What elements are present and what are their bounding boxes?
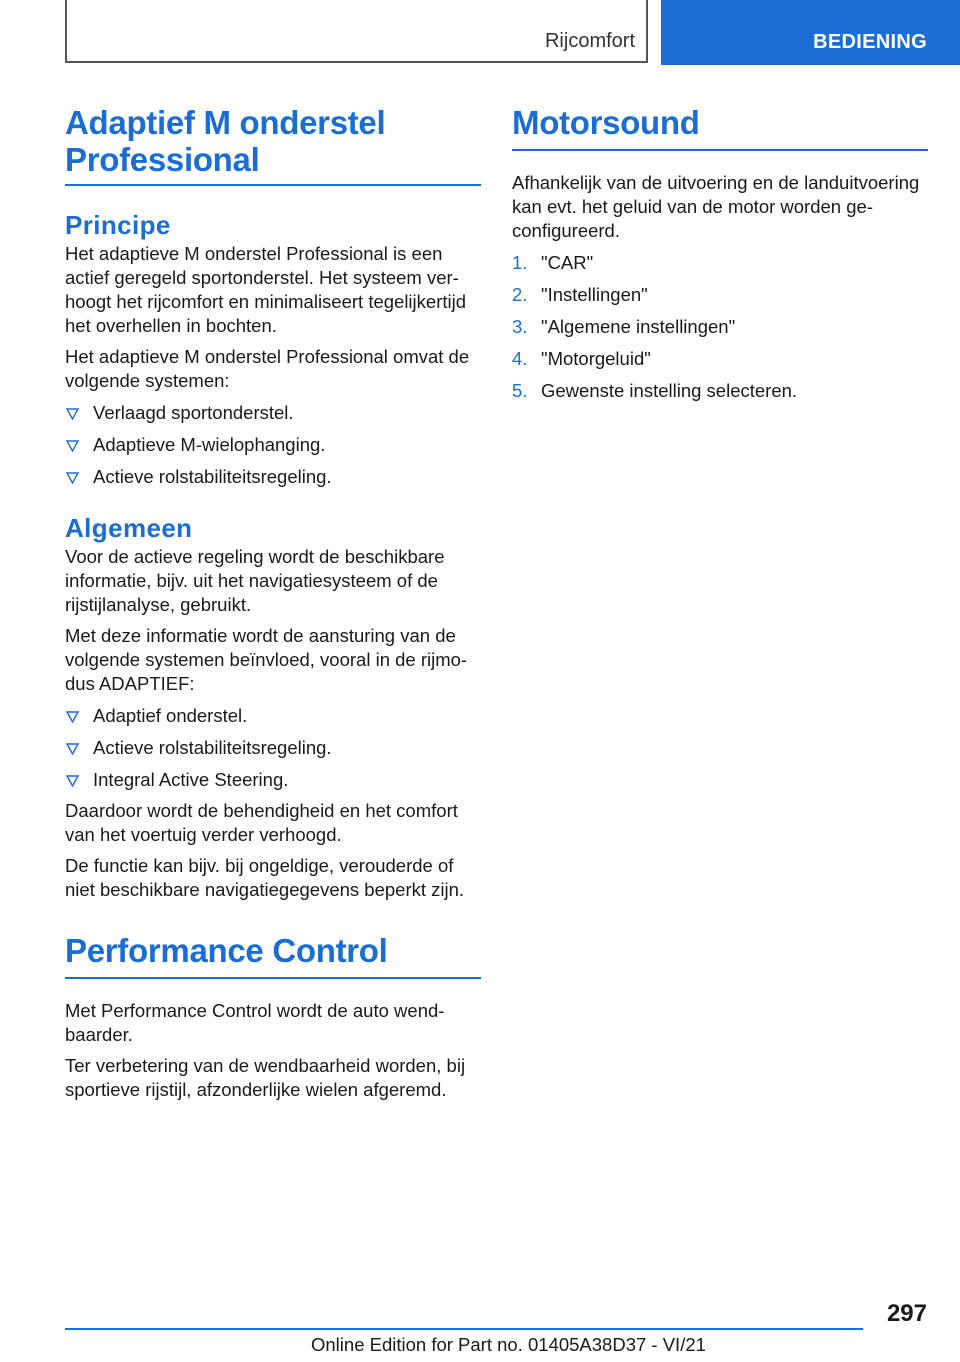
triangle-bullet-icon bbox=[66, 774, 79, 787]
step-text: "Motorgeluid" bbox=[541, 348, 651, 369]
list-item-text: Verlaagd sportonderstel. bbox=[93, 402, 294, 423]
step-item bbox=[512, 347, 928, 371]
step-item bbox=[512, 251, 928, 275]
section-title-adaptief: Adaptief M onderstel Professional bbox=[65, 104, 481, 186]
list-item-text: Actieve rolstabiliteitsregeling. bbox=[93, 466, 332, 487]
footer-edition: Online Edition for Part no. 01405A38D37 - VI/21 bbox=[311, 1334, 706, 1355]
list-item bbox=[65, 433, 481, 457]
list-item bbox=[65, 401, 481, 425]
list-item bbox=[65, 768, 481, 792]
step-item bbox=[512, 315, 928, 339]
paragraph: Afhankelijk van de uitvoering en de landuitvoering kan evt. het geluid van de motor worden geconfigureerd. bbox=[512, 172, 920, 241]
numbered-steps bbox=[512, 251, 928, 403]
section-title-motorsound: Motorsound bbox=[512, 104, 928, 151]
paragraph: Ter verbetering van de wendbaarheid worden, bij sportieve rijstijl, afzonderlijke wielen afgeremd. bbox=[65, 1055, 466, 1100]
triangle-bullet-icon bbox=[66, 439, 79, 452]
step-text: "Algemene instellingen" bbox=[541, 316, 736, 337]
step-item bbox=[512, 379, 928, 403]
section-title-performance: Performance Control bbox=[65, 932, 481, 979]
list-item-text: Adaptieve M-wielophanging. bbox=[93, 434, 326, 455]
paragraph: Met deze informatie wordt de aansturing van de volgende systemen beïnvloed, vooral in de rijmodus ADAPTIEF: bbox=[65, 625, 468, 694]
heading-algemeen: Algemeen bbox=[65, 513, 193, 543]
step-number: 1. bbox=[512, 252, 528, 273]
triangle-bullet-icon bbox=[66, 710, 79, 723]
bullet-list bbox=[65, 401, 481, 489]
left-column bbox=[65, 104, 481, 1102]
list-item-text: Integral Active Steering. bbox=[93, 769, 289, 790]
paragraph: Voor de actieve regeling wordt de beschikbare informatie, bijv. uit het navigatiesysteem of de rijstijlanalyse, gebruikt. bbox=[65, 546, 445, 615]
list-item-text: Actieve rolstabiliteitsregeling. bbox=[93, 737, 332, 758]
paragraph: Het adaptieve M onderstel Professional is een actief geregeld sportonderstel. Het systeem verhoogt het rijcomfort en minimaliseert tegelijkertijd het overhellen in bochten. bbox=[65, 243, 467, 336]
paragraph: De functie kan bijv. bij ongeldige, verouderde of niet beschikbare navigatiegegevens beperkt zijn. bbox=[65, 855, 465, 900]
right-column bbox=[512, 104, 928, 403]
step-text: "CAR" bbox=[541, 252, 594, 273]
list-item bbox=[65, 465, 481, 489]
triangle-bullet-icon bbox=[66, 407, 79, 420]
step-number: 4. bbox=[512, 348, 528, 369]
triangle-bullet-icon bbox=[66, 471, 79, 484]
step-item bbox=[512, 283, 928, 307]
list-item bbox=[65, 736, 481, 760]
step-number: 2. bbox=[512, 284, 528, 305]
header-chapter: Rijcomfort bbox=[544, 30, 635, 52]
bullet-list bbox=[65, 704, 481, 792]
step-text: Gewenste instelling selecteren. bbox=[541, 380, 798, 401]
list-item bbox=[65, 704, 481, 728]
step-text: "Instellingen" bbox=[541, 284, 648, 305]
paragraph: Daardoor wordt de behendigheid en het comfort van het voertuig verder verhoogd. bbox=[65, 800, 458, 845]
section-tab: BEDIENING bbox=[661, 0, 960, 65]
paragraph: Met Performance Control wordt de auto wendbaarder. bbox=[65, 1000, 445, 1045]
heading-principe: Principe bbox=[65, 210, 171, 240]
step-number: 3. bbox=[512, 316, 528, 337]
paragraph: Het adaptieve M onderstel Professional omvat de volgende systemen: bbox=[65, 346, 470, 391]
footer-divider bbox=[65, 1328, 863, 1330]
page-number: 297 bbox=[886, 1300, 927, 1327]
step-number: 5. bbox=[512, 380, 528, 401]
triangle-bullet-icon bbox=[66, 742, 79, 755]
list-item-text: Adaptief onderstel. bbox=[93, 705, 248, 726]
